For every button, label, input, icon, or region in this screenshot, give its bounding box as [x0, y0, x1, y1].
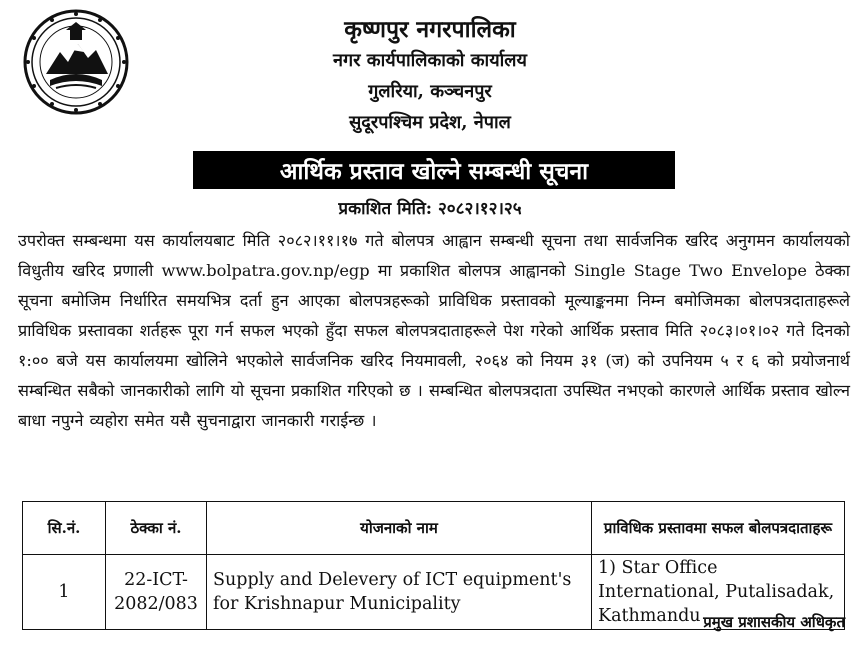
municipality-name: कृष्णपुर नगरपालिका	[344, 16, 516, 43]
office-name: नगर कार्यपालिकाको कार्यालय	[333, 50, 527, 71]
published-date: प्रकाशित मिति: २०८२।१२।२५	[338, 199, 522, 219]
office-address: गुलरिया, कञ्चनपुर	[368, 81, 492, 102]
notice-body: उपरोक्त सम्बन्धमा यस कार्यालयबाट मिति २०८२।११।१७ गते बोलपत्र आह्वान सम्बन्धी सूचना तथा सार्वजनिक खरिद अनुगमन कार्यालयको विधुतीय खरिद प्रणाली www.bolpatra.gov.np/egp मा प्रकाशित बोलपत्र आह्वानको Single Stage Two Envelope ठेक्का सूचना बमोजिम निर्धारित समयभित्र दर्ता हुन आएका बोलपत्रहरूको प्राविधिक प्रस्तावको मूल्याङ्कनमा निम्न बमोजिमका बोलपत्रदाताहरूले प्राविधिक प्रस्तावका शर्तहरू पूरा गर्न सफल भएको हुँदा सफल बोलपत्रदाताहरूले पेश गरेको आर्थिक प्रस्ताव मिति २०८३।०१।०२ गते दिनको १:०० बजे यस कार्यालयमा खोलिने भएकोले सार्वजनिक खरिद नियमावली, २०६४ को नियम ३१ (ज) को उपनियम ५ र ६ को प्रयोजनार्थ सम्बन्धित सबैको जानकारीको लागि यो सूचना प्रकाशित गरिएको छ । सम्बन्धित बोलपत्रदाता उपस्थित नभएको कारणले आर्थिक प्रस्ताव खोल्न बाधा नपुग्ने व्यहोरा समेत यसै सुचनाद्वारा जानकारी गराईन्छ ।	[18, 231, 850, 430]
header-successful-bidders: प्राविधिक प्रस्तावमा सफल बोलपत्रदाताहरू	[592, 502, 845, 555]
table-header-row	[23, 502, 845, 555]
cell-contract-no: 22-ICT-2082/083	[106, 555, 207, 630]
notice-title: आर्थिक प्रस्ताव खोल्ने सम्बन्धी सूचना	[193, 151, 675, 189]
cell-sn: 1	[23, 555, 106, 630]
office-header	[200, 14, 660, 138]
signature-title: प्रमुख प्रशासकीय अधिकृत	[703, 613, 845, 631]
header-contract-no: ठेक्का नं.	[106, 502, 207, 555]
province-line: सुदूरपश्चिम प्रदेश, नेपाल	[349, 112, 511, 133]
cell-project-name: Supply and Delevery of ICT equipment's for Krishnapur Municipality	[207, 555, 592, 630]
header-project-name: योजनाको नाम	[207, 502, 592, 555]
header-sn: सि.नं.	[23, 502, 106, 555]
municipality-seal-icon	[22, 8, 130, 116]
cell-bidders: 1) Star Office International, Putalisadak, Kathmandu	[592, 555, 845, 630]
bidder-table	[22, 501, 845, 630]
